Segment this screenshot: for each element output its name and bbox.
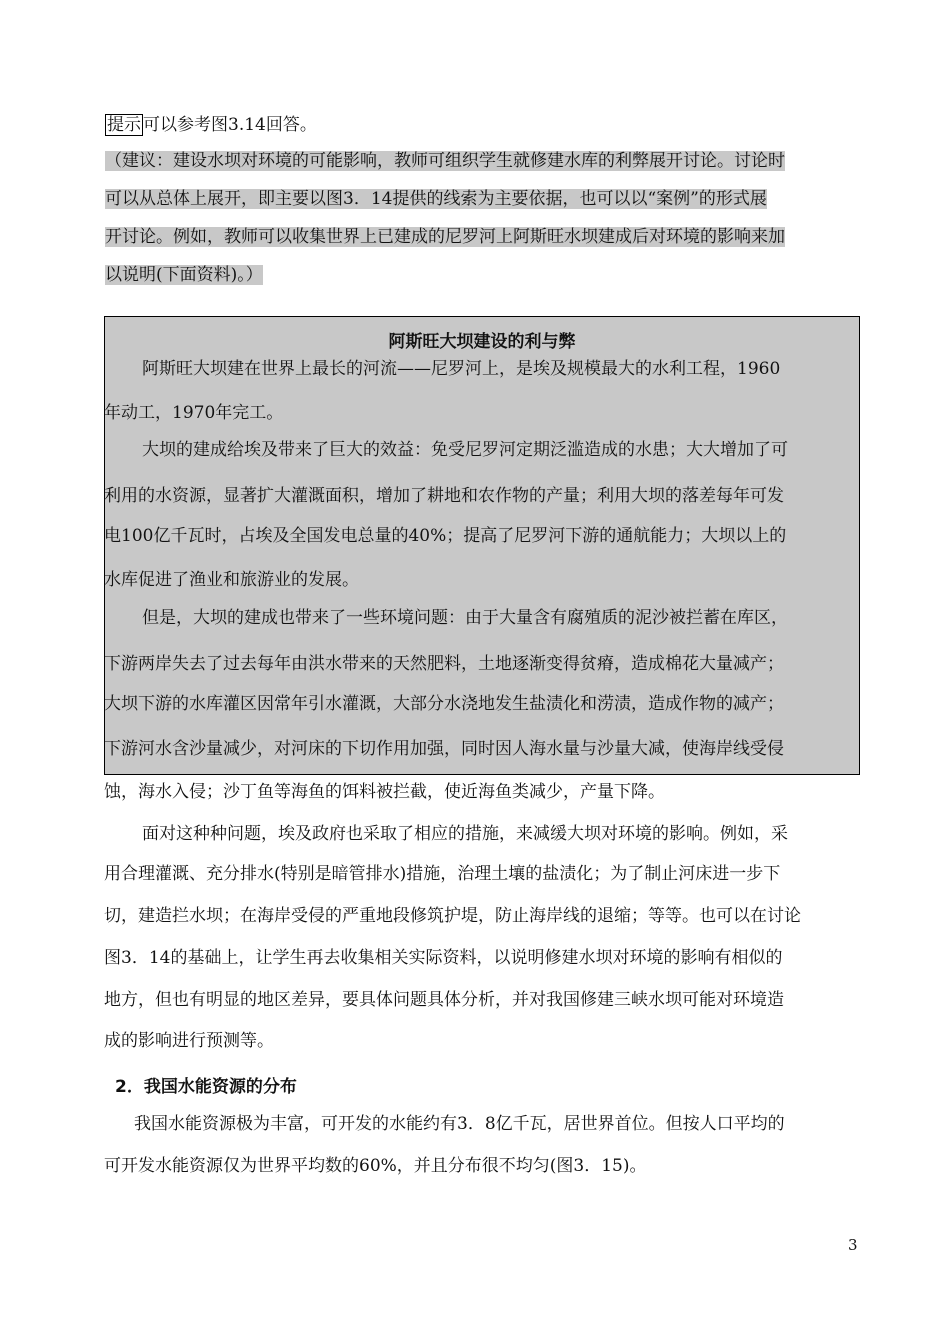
case-line: 大坝的建成给埃及带来了巨大的效益：免受尼罗河定期泛滥造成的水患；大大增加了可 [142, 440, 788, 460]
case-line: 下游河水含沙量减少，对河床的下切作用加强，同时因人海水量与沙量大减，使海岸线受侵 [104, 739, 784, 759]
note-line: 开讨论。例如，教师可以收集世界上已建成的尼罗河上阿斯旺水坝建成后对环境的影响来加 [105, 227, 785, 247]
paragraph-line: 图3．14的基础上，让学生再去收集相关实际资料，以说明修建水坝对环境的影响有相似的 [104, 948, 783, 968]
case-line: 阿斯旺大坝建在世界上最长的河流——尼罗河上，是埃及规模最大的水利工程，1960 [142, 359, 781, 379]
paragraph-line: 面对这种种问题，埃及政府也采取了相应的措施，来减缓大坝对环境的影响。例如，采 [142, 824, 788, 844]
paragraph-line: 用合理灌溉、充分排水(特别是暗管排水)措施，治理土壤的盐渍化；为了制止河床进一步下 [104, 864, 781, 884]
case-line: 年动工，1970年完工。 [104, 403, 284, 423]
paragraph-line: 地方，但也有明显的地区差异，要具体问题具体分析，并对我国修建三峡水坝可能对环境造 [104, 990, 784, 1010]
hint-label: 提示 [107, 115, 141, 135]
hint-text: 可以参考图3.14回答。 [143, 115, 317, 135]
case-line: 水库促进了渔业和旅游业的发展。 [104, 570, 359, 590]
note-line: 可以从总体上展开，即主要以图3．14提供的线索为主要依据，也可以以“案例”的形式展 [105, 189, 767, 209]
case-line: 利用的水资源，显著扩大灌溉面积，增加了耕地和农作物的产量；利用大坝的落差每年可发 [104, 486, 784, 506]
paragraph-line: 成的影响进行预测等。 [104, 1031, 274, 1051]
note-line: （建议：建设水坝对环境的可能影响，教师可组织学生就修建水库的利弊展开讨论。讨论时 [105, 151, 785, 171]
section-heading: 2．我国水能资源的分布 [115, 1077, 297, 1097]
hint-line [105, 112, 862, 138]
paragraph-line: 切，建造拦水坝；在海岸受侵的严重地段修筑护堤，防止海岸线的退缩；等等。也可以在讨论 [104, 906, 801, 926]
case-line: 下游两岸失去了过去每年由洪水带来的天然肥料，土地逐渐变得贫瘠，造成棉花大量减产； [104, 654, 784, 674]
case-line: 电100亿千瓦时，占埃及全国发电总量的40%；提高了尼罗河下游的通航能力；大坝以上的 [104, 526, 787, 546]
case-line: 但是，大坝的建成也带来了一些环境问题：由于大量含有腐殖质的泥沙被拦蓄在库区， [142, 608, 788, 628]
case-study-title: 阿斯旺大坝建设的利与弊 [388, 332, 576, 352]
suggestion-note [105, 142, 862, 294]
section-line: 我国水能资源极为丰富，可开发的水能约有3．8亿千瓦，居世界首位。但按人口平均的 [134, 1114, 785, 1134]
section-line: 可开发水能资源仅为世界平均数的60%，并且分布很不均匀(图3．15)。 [104, 1156, 647, 1176]
page-number: 3 [848, 1236, 858, 1254]
note-line: 以说明(下面资料)。） [105, 265, 263, 285]
case-line: 蚀，海水入侵；沙丁鱼等海鱼的饵料被拦截，使近海鱼类减少，产量下降。 [104, 782, 665, 802]
case-line: 大坝下游的水库灌区因常年引水灌溉，大部分水浇地发生盐渍化和涝渍，造成作物的减产； [104, 694, 784, 714]
